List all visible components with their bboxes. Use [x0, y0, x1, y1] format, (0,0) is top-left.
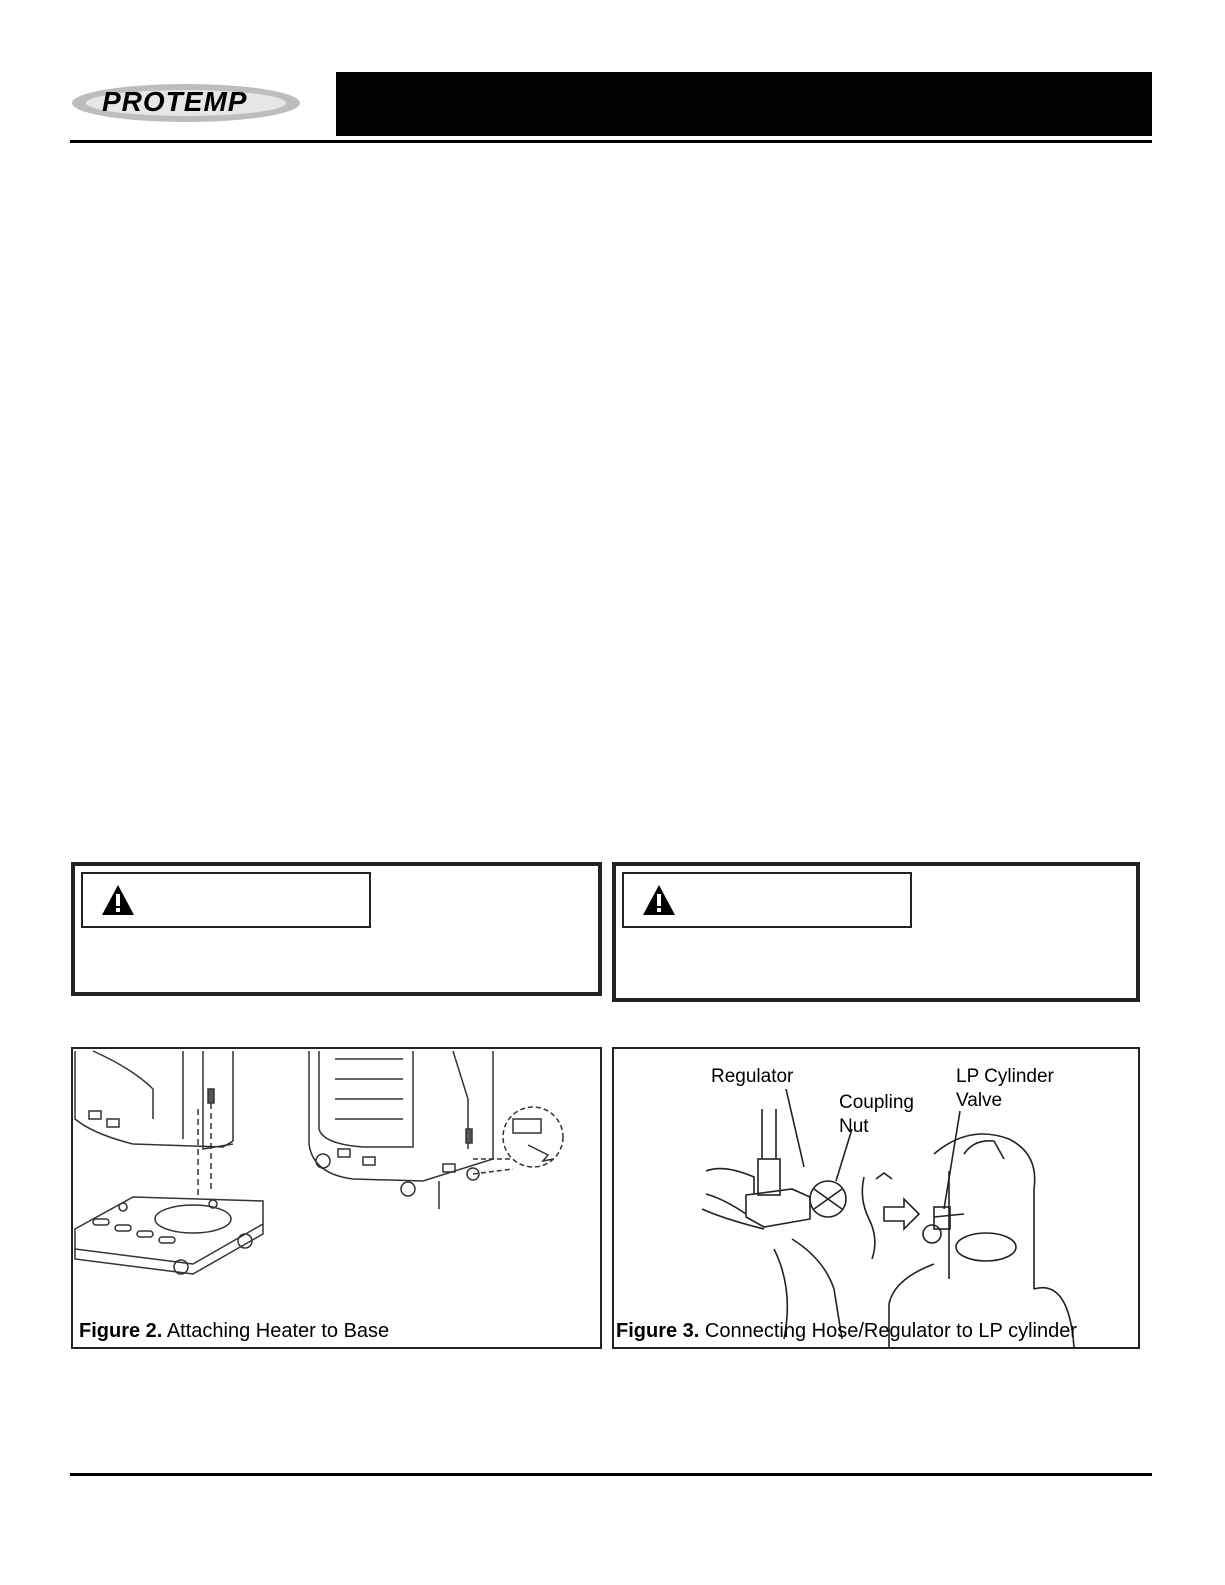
regulator-label: Regulator	[711, 1066, 794, 1087]
warning-label	[81, 872, 371, 928]
figure-2	[71, 1047, 602, 1349]
footer-rule	[70, 1473, 1152, 1476]
warning-triangle-icon	[642, 884, 676, 916]
heater-base-illustration	[73, 1049, 600, 1309]
warning-box-right	[612, 862, 1140, 1002]
figure-3	[612, 1047, 1140, 1349]
figure-2-number: Figure 2.	[79, 1320, 163, 1342]
cylinder-valve-label-line-2: Valve	[956, 1090, 1003, 1111]
logo-text: PROTEMP	[102, 86, 248, 117]
cylinder-valve-label	[956, 1065, 1054, 1113]
coupling-nut-label	[839, 1091, 914, 1139]
figure-3-title: Connecting Hose/Regulator to LP cylinder	[704, 1320, 1077, 1342]
figure-3-caption	[616, 1320, 1077, 1343]
warning-label	[622, 872, 912, 928]
cylinder-valve-label-line-1: LP Cylinder	[956, 1066, 1054, 1087]
header-bar	[336, 72, 1152, 136]
figure-2-caption	[79, 1320, 389, 1343]
figure-2-title: Attaching Heater to Base	[166, 1320, 390, 1342]
coupling-nut-label-line-1: Coupling	[839, 1092, 914, 1113]
protemp-logo	[70, 80, 302, 126]
header-rule	[70, 140, 1152, 143]
figure-3-number: Figure 3.	[616, 1320, 700, 1342]
warning-box-left	[71, 862, 602, 996]
coupling-nut-label-line-2: Nut	[839, 1116, 869, 1137]
warning-triangle-icon	[101, 884, 135, 916]
